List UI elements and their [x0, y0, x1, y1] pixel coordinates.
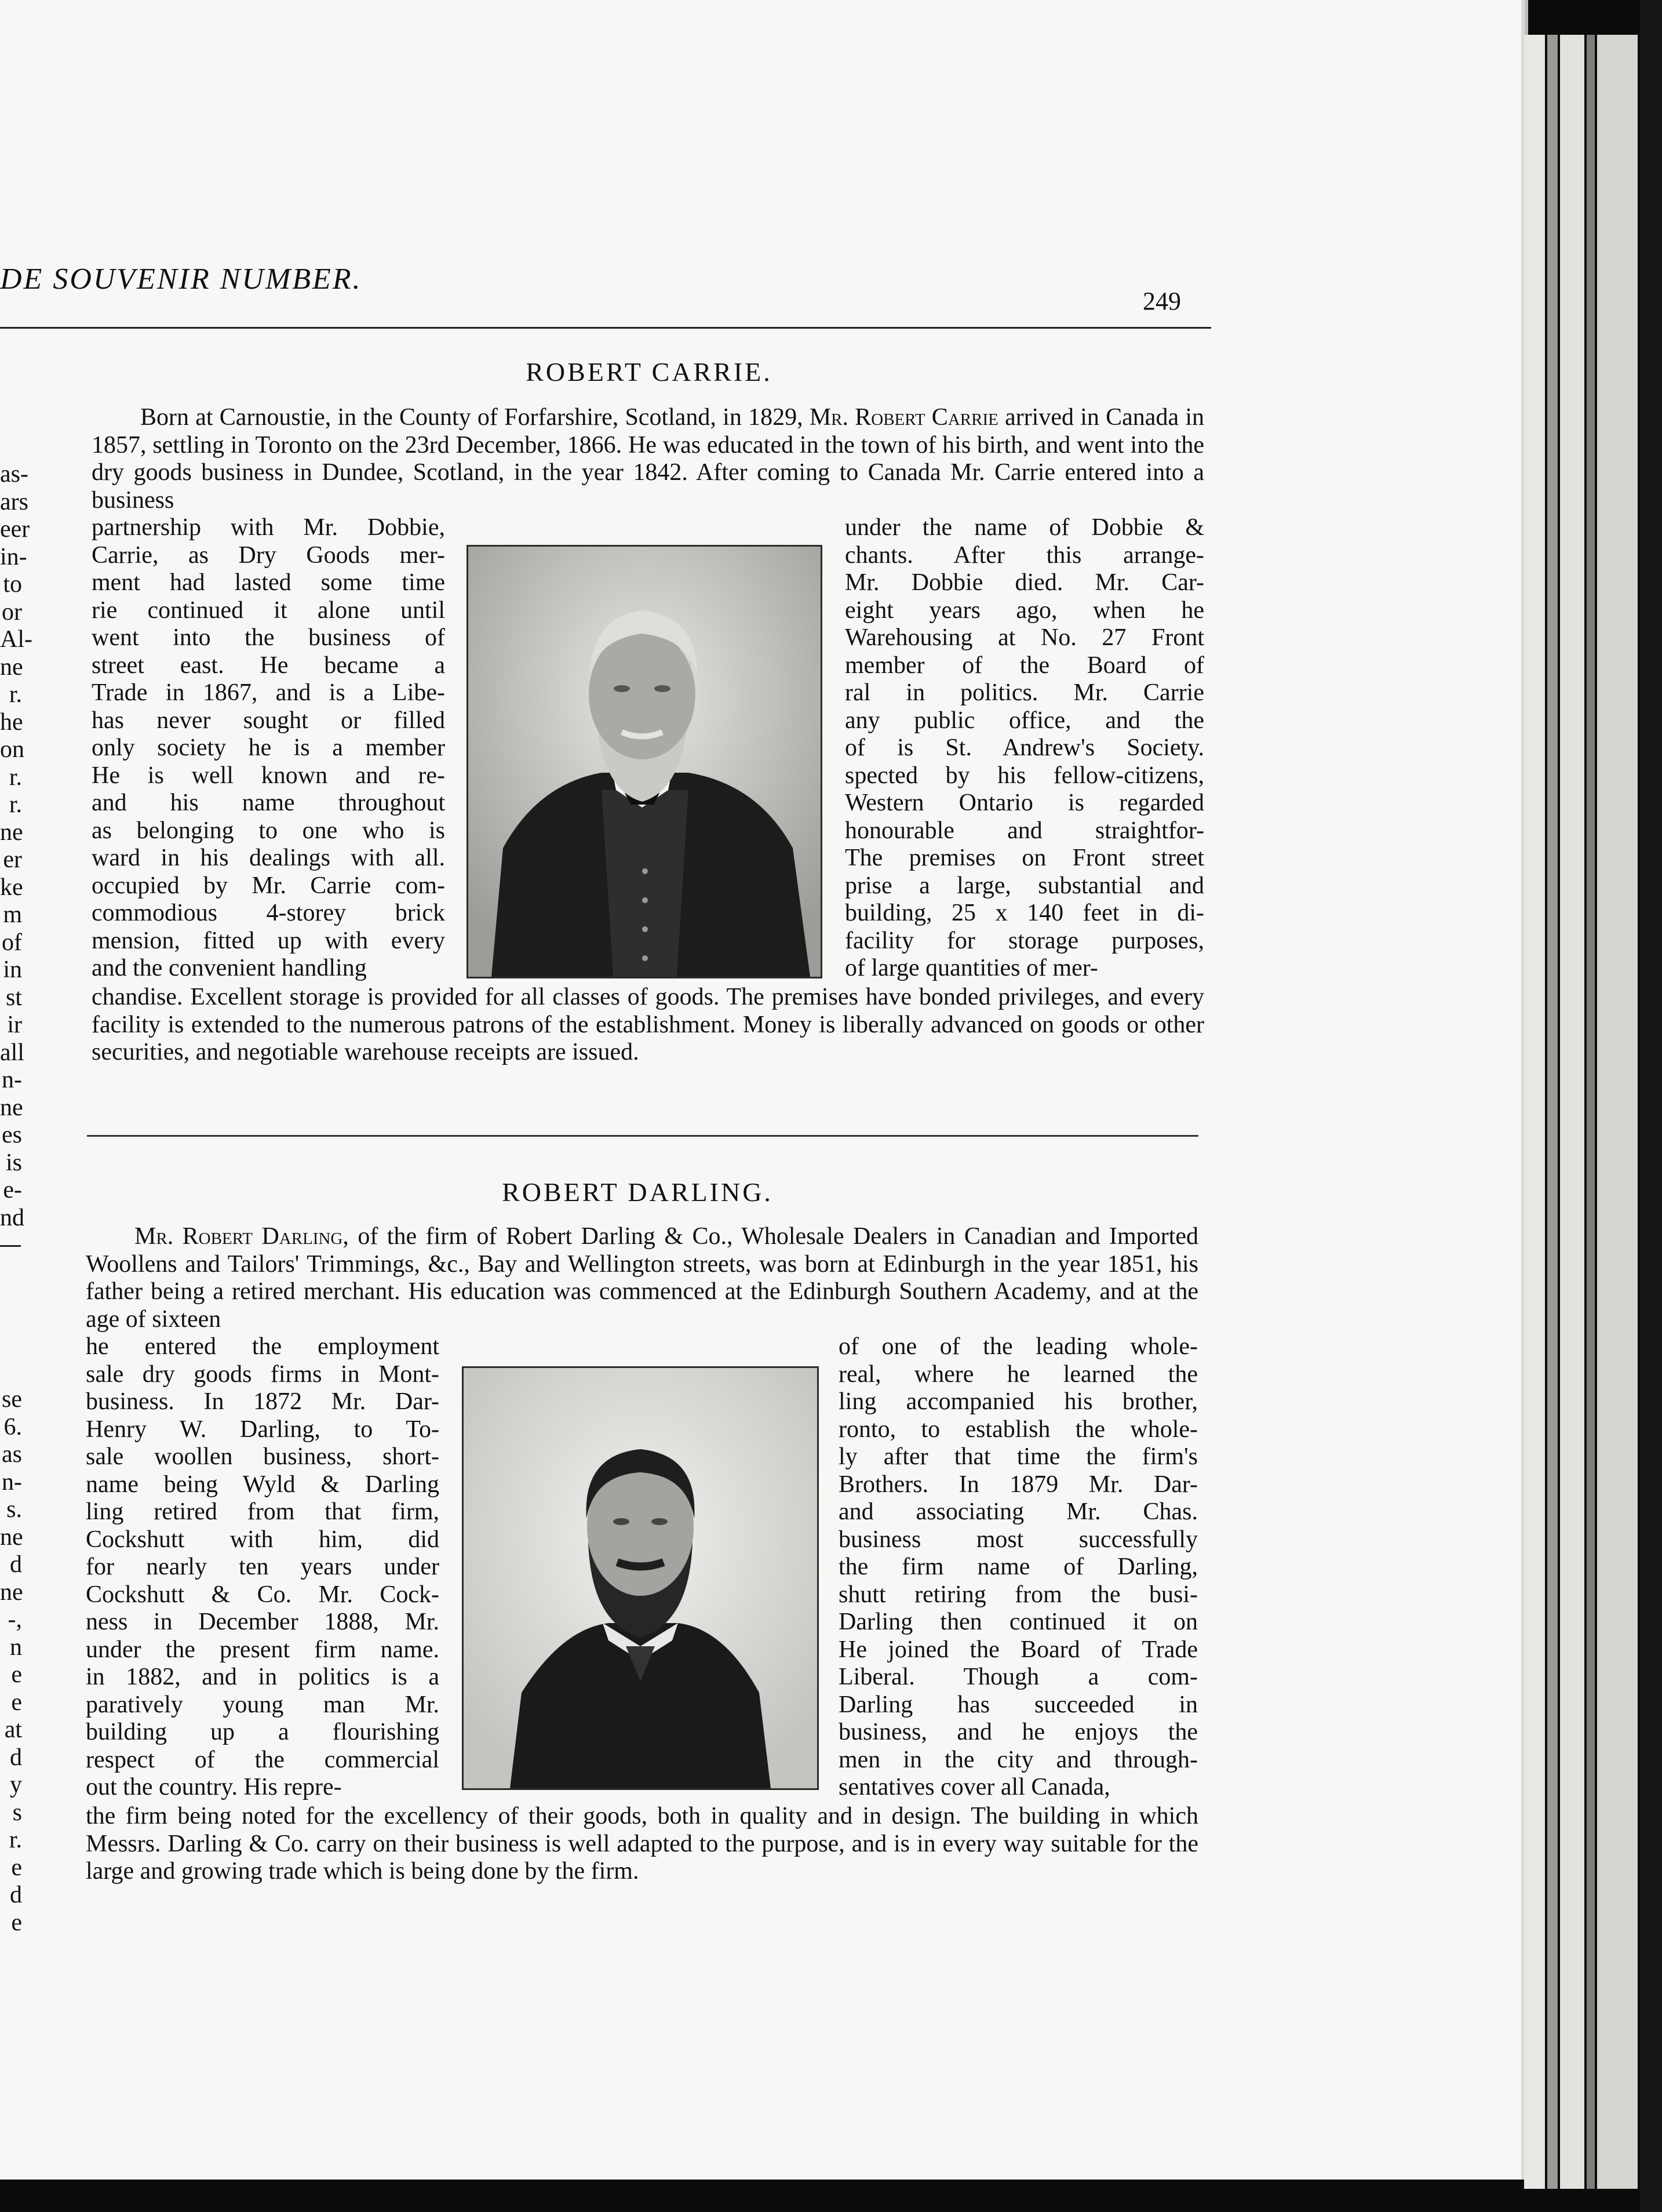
darling-right-column: of one of the leading whole- real, where he learned the ling accompanied his brother, ronto, to establish the whole- ly after that time the firm's Brothers. In 1879 Mr. Dar- and associating Mr. Chas. business most successfully the firm name of Darling, shutt retiring from the busi- Darling then continued it on He joined the Board of Trade Liberal. Though a com- Darling has succeeded in business, and he enjoys the men in the city and through- sentatives cover all Canada, [839, 1333, 1198, 1800]
book-edge [1547, 35, 1558, 2189]
article-separator [87, 1135, 1198, 1137]
carrie-name: Mr. Robert Carrie [809, 404, 998, 431]
carrie-lead-paragraph: Born at Carnoustie, in the County of Forfarshire, Scotland, in 1829, Mr. Robert Carrie arrived in Canada in 1857, settling in Toronto on the 23rd December, 1866. He was educated in the town of his birth, and went into the dry goods business in Dundee, Scotland, in the year 1842. After coming to Canada Mr. Carrie entered into a business [92, 404, 1204, 514]
book-edge [1587, 35, 1595, 2189]
portrait-robert-darling [462, 1366, 819, 1790]
article-title-darling: ROBERT DARLING. [502, 1177, 773, 1207]
carrie-left-column: partnership with Mr. Dobbie, Carrie, as Dry Goods mer- ment had lasted some time rie continued it alone until went into the business of street east. He became a Trade in 1867, and is a Libe- has never sought or filled only society he is a member He is well known and re- and his name throughout as belonging to one who is ward in his dealings with all. occupied by Mr. Carrie com- commodious 4-storey brick mension, fitted up with every and the convenient handling [92, 514, 445, 981]
margin-fragments-bottom: se 6. as n- s. ne d ne -, n e e at d y s r. e d e [0, 1386, 23, 1936]
darling-closing-paragraph: the firm being noted for the excellency of their goods, both in quality and in design. The building in which Messrs. Darling & Co. carry on their business is well adapted to the purpose, and is in every way suitable for the large and growing trade which is being done by the firm. [86, 1803, 1198, 1884]
header-rule [0, 327, 1211, 329]
book-edge [1560, 35, 1584, 2189]
carrie-closing-paragraph: chandise. Excellent storage is provided for all classes of goods. The premises have bonded privileges, and every facility is extended to the numerous patrons of the establishment. Money is liberally advanced on goods or other securities, and negotiable warehouse receipts are issued. [92, 984, 1204, 1065]
darling-left-column: he entered the employment sale dry goods firms in Mont- business. In 1872 Mr. Dar- Henry W. Darling, to To- sale woollen business, short- name being Wyld & Darling ling retired from that firm, Cockshutt with him, did for nearly ten years under Cockshutt & Co. Mr. Cock- ness in December 1888, Mr. under the present firm name. in 1882, and in politics is a paratively young man Mr. building up a flourishing respect of the commercial out the country. His repre- [86, 1333, 439, 1800]
darling-lead-paragraph: Mr. Robert Darling, of the firm of Robert Darling & Co., Wholesale Dealers in Canadian and Imported Woollens and Tailors' Trimmings, &c., Bay and Wellington streets, was born at Edinburgh in the year 1851, his father being a retired merchant. His education was commenced at the Edinburgh Southern Academy, and at the age of sixteen [86, 1223, 1199, 1333]
darling-name: Mr. Robert Darling [134, 1223, 343, 1250]
book-edge [1597, 35, 1638, 2189]
carrie-right-column: under the name of Dobbie & chants. After this arrange- Mr. Dobbie died. Mr. Car- eight years ago, when he Warehousing at No. 27 Front member of the Board of ral in politics. Mr. Carrie any public office, and the of is St. Andrew's Society. spected by his fellow-citizens, Western Ontario is regarded honourable and straightfor- The premises on Front street prise a large, substantial and building, 25 x 140 feet in di- facility for storage purposes, of large quantities of mer- [845, 514, 1204, 981]
portrait-robert-carrie [466, 545, 822, 978]
page-number: 249 [1143, 287, 1181, 315]
margin-dash [0, 1245, 21, 1247]
running-head: DE SOUVENIR NUMBER. [0, 263, 362, 296]
margin-fragments-top: as- ars eer in- to or Al- ne r. he on r. r. ne er ke m of in st ir all n- ne es is e- nd [0, 461, 32, 1231]
book-edge [1640, 0, 1662, 2212]
book-edge [1524, 35, 1545, 2189]
article-title-carrie: ROBERT CARRIE. [526, 357, 772, 387]
